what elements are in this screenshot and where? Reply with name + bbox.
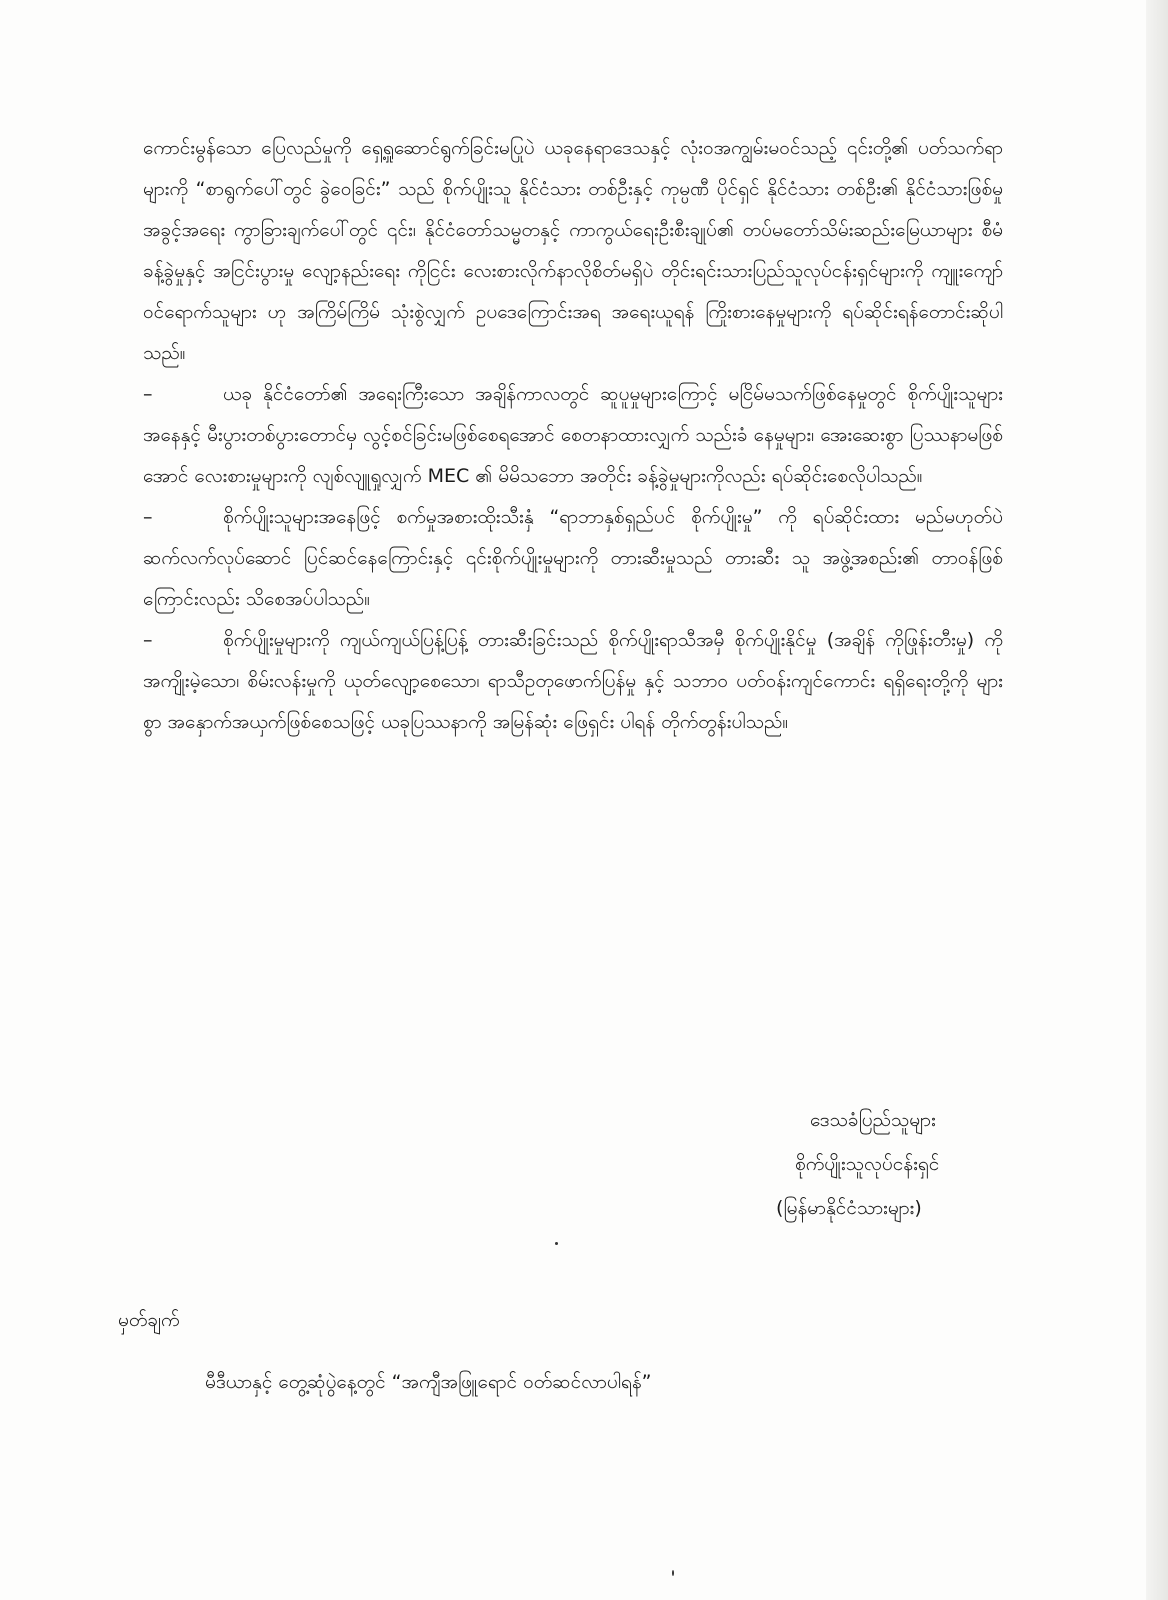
scan-edge-shadow [1146, 0, 1168, 1600]
signature-line-3: (မြန်မာနိုင်ငံသားများ) [776, 1197, 922, 1219]
paragraph-3: စိုက်ပျိုးသူများအနေဖြင့် စက်မှုအစားထိုးသီးနှံ “ရာဘာနှစ်ရှည်ပင် စိုက်ပျိုးမှု” ကို ရပ်ဆိုင်းထား မည်မဟုတ်ပဲ ဆက်လက်လုပ်ဆောင် ပြင်ဆင်နေကြောင်းနှင့် ၎င်းစိုက်ပျိုးမှုများကို တားဆီးမှုသည် တားဆီး သူ အဖွဲ့အစည်း၏ တာဝန်ဖြစ်ကြောင်းလည်း သိစေအပ်ပါသည်။ [143, 506, 1003, 610]
bullet-paragraph-4 [143, 620, 1003, 743]
bullet-dash: – [143, 629, 153, 651]
paragraph-1: ကောင်းမွန်သော ပြေလည်မှုကို ရှေ့ရှုဆောင်ရွက်ခြင်းမပြုပဲ ယခုနေရာဒေသနှင့် လုံးဝအကျွမ်းမဝင်သည့် ၎င်းတို့၏ ပတ်သက်ရာများကို “စာရွက်ပေါ်တွင် ခွဲဝေခြင်း” သည် စိုက်ပျိုးသူ နိုင်ငံသား တစ်ဦးနှင့် ကုမ္ပဏီ ပိုင်ရှင် နိုင်ငံသား တစ်ဦး၏ နိုင်ငံသားဖြစ်မှုအခွင့်အရေး ကွာခြားချက်ပေါ်တွင် ၎င်း၊ နိုင်ငံတော်သမ္မတနှင့် ကာကွယ်ရေးဦးစီးချုပ်၏ တပ်မတော်သိမ်းဆည်းမြေယာများ စီမံခန့်ခွဲမှုနှင့် အငြင်းပွားမှု လျော့နည်းရေး ကိုငြင်း လေးစားလိုက်နာလိုစိတ်မရှိပဲ တိုင်းရင်းသားပြည်သူလုပ်ငန်းရှင်များကို ကျူးကျော်ဝင်ရောက်သူများ ဟု အကြိမ်ကြိမ် သုံးစွဲလျှက် ဥပဒေကြောင်းအရ အရေးယူရန် ကြိုးစားနေမှုများကို ရပ်ဆိုင်းရန်တောင်းဆိုပါ သည်။ [143, 137, 1003, 364]
bullet-dash: – [143, 383, 153, 405]
letter-body [143, 128, 1003, 743]
note-label: မှတ်ချက် [118, 1309, 180, 1331]
bullet-paragraph-3 [143, 497, 1003, 620]
scan-speck [672, 1570, 674, 1576]
scan-speck [555, 1242, 558, 1245]
paragraph-4: စိုက်ပျိုးမှုများကို ကျယ်ကျယ်ပြန့်ပြန့် တားဆီးခြင်းသည် စိုက်ပျိုးရာသီအမှီ စိုက်ပျိုးနိုင်မှု (အချိန် ကိုဖြုန်းတီးမှု) ကို အကျိုးမဲ့သော၊ စိမ်းလန်းမှုကို ယုတ်လျော့စေသော၊ ရာသီဥတုဖောက်ပြန်မှု နှင့် သဘာဝ ပတ်ဝန်းကျင်ကောင်း ရရှိရေးတို့ကို များစွာ အနှောက်အယှက်ဖြစ်စေသဖြင့် ယခုပြဿနာကို အမြန်ဆုံး ဖြေရှင်း ပါရန် တိုက်တွန်းပါသည်။ [143, 629, 1003, 733]
bullet-paragraph-2 [143, 374, 1003, 497]
bullet-dash: – [143, 506, 153, 528]
paragraph-2: ယခု နိုင်ငံတော်၏ အရေးကြီးသော အချိန်ကာလတွင် ဆူပူမှုများကြောင့် မငြိမ်မသက်ဖြစ်နေမှုတွင် စိုက်ပျိုးသူများအနေနှင့် မီးပွားတစ်ပွားတောင်မှ လွင့်စင်ခြင်းမဖြစ်စေရအောင် စေတနာထားလျှက် သည်းခံ နေမှုများ၊ အေးဆေးစွာ ပြဿနာမဖြစ်အောင် လေးစားမှုများကို လျစ်လျူရှုလျှက် MEC ၏ မိမိသဘော အတိုင်း ခန့်ခွဲမှုများကိုလည်း ရပ်ဆိုင်းစေလိုပါသည်။ [143, 383, 1003, 487]
signature-line-2: စိုက်ပျိုးသူလုပ်ငန်းရှင် [795, 1153, 940, 1175]
signature-line-1: ဒေသခံပြည်သူများ [810, 1109, 936, 1131]
note-text: မီဒီယာနှင့် တွေ့ဆုံပွဲနေ့တွင် “အကျီအဖြူရောင် ဝတ်ဆင်လာပါရန်” [205, 1371, 652, 1393]
signature-block [770, 1098, 1010, 1230]
